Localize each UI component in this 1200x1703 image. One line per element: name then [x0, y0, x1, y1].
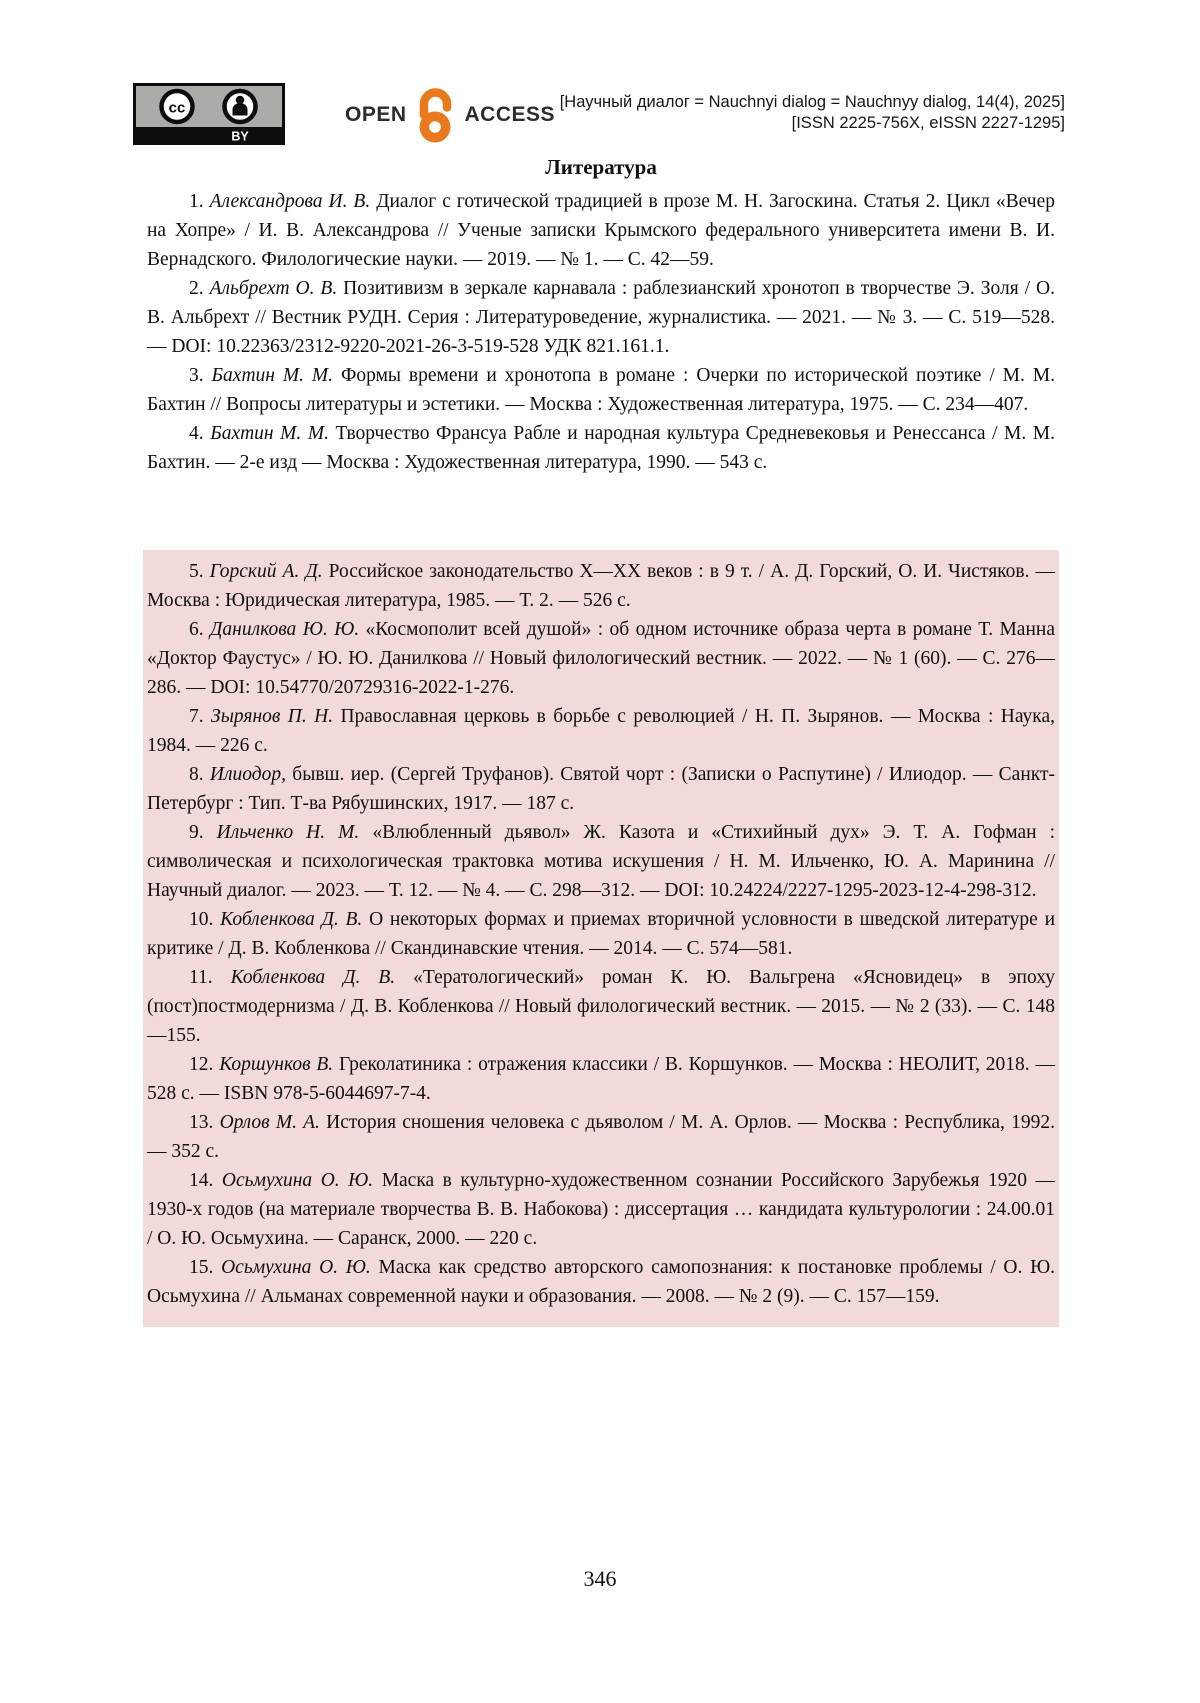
- journal-title-line: [Научный диалог = Nauchnyi dialog = Nauchnyy dialog, 14(4), 2025]: [559, 93, 1065, 111]
- bibliography-entry: [147, 1166, 1055, 1253]
- cc-by-label: BY: [231, 129, 249, 144]
- entry-author: Кобленкова Д. В.: [230, 967, 396, 988]
- journal-issn-line: [ISSN 2225-756X, eISSN 2227-1295]: [791, 114, 1065, 132]
- entry-author: Осьмухина О. Ю.: [221, 1257, 371, 1278]
- cc-icon: [162, 91, 193, 122]
- entry-author: Данилкова Ю. Ю.: [210, 619, 360, 640]
- entry-author: Ильченко Н. М.: [216, 822, 360, 843]
- entry-number: 6.: [189, 619, 204, 640]
- entries-plain: [147, 187, 1055, 477]
- entry-number: 7.: [189, 706, 204, 727]
- open-access-logo: [345, 85, 555, 145]
- bibliography-entry: [147, 557, 1055, 615]
- bibliography-entry: [147, 187, 1055, 274]
- bibliography-entry: [147, 818, 1055, 905]
- bibliography-entry: [147, 361, 1055, 419]
- entry-text: Маска как средство авторского самопознания: к постановке проблемы / О. Ю. Осьмухина // Альманах современной науки и образования. — 2008. — № 2 (9). — С. 157—159.: [147, 1257, 1056, 1307]
- entry-text: Диалог с готической традицией в прозе М. Н. Загоскина. Статья 2. Цикл «Вечер на Хопре» / И. В. Александрова // Ученые записки Крымского федерального университета имени В. И. Вернадского. Филологические науки. — 2019. — № 1. — С. 42—59.: [147, 191, 1056, 270]
- bibliography-entry: [147, 702, 1055, 760]
- entry-number: 2.: [189, 278, 204, 299]
- person-icon: [225, 91, 256, 122]
- bibliography-entry: [147, 963, 1055, 1050]
- entry-number: 3.: [189, 365, 204, 386]
- entries-highlighted: [143, 550, 1059, 1327]
- entry-author: Зырянов П. Н.: [211, 706, 334, 727]
- cc-by-icon: [133, 83, 285, 145]
- entry-number: 4.: [189, 423, 204, 444]
- entry-number: 15.: [189, 1257, 214, 1278]
- entry-author: Осьмухина О. Ю.: [221, 1170, 374, 1191]
- entry-number: 8.: [189, 764, 204, 785]
- bibliography-entry: [147, 905, 1055, 963]
- open-access-open-label: OPEN: [345, 103, 407, 126]
- bibliography-entry: [147, 760, 1055, 818]
- entry-text: Греколатиника : отражения классики / В. Коршунков. — Москва : НЕОЛИТ, 2018. — 528 с. — ISBN 978-5-6044697-7-4.: [147, 1054, 1056, 1104]
- entry-author: Альбрехт О. В.: [209, 278, 338, 299]
- entry-text: «Влюбленный дьявол» Ж. Казота и «Стихийный дух» Э. Т. А. Гофман : символическая и психологическая трактовка мотива искушения / Н. М. Ильченко, Ю. А. Маринина // Научный диалог. — 2023. — Т. 12. — № 4. — С. 298—312. — DOI: 10.24224/2227-1295-2023-12-4-298-312.: [147, 822, 1056, 901]
- entry-text: История сношения человека с дьяволом / М. А. Орлов. — Москва : Республика, 1992. — 352 с.: [147, 1112, 1055, 1162]
- entry-author: Бахтин М. М.: [210, 423, 329, 444]
- entry-number: 10.: [189, 909, 214, 930]
- bibliography-section: [147, 155, 1055, 1327]
- entry-text: «Тератологический» роман К. Ю. Вальгрена «Ясновидец» в эпоху (пост)постмодернизма / Д. В. Кобленкова // Новый филологический вестник. — 2015. — № 2 (33). — С. 148—155.: [147, 967, 1055, 1046]
- bibliography-entry: [147, 419, 1055, 477]
- cc-by-license-badge: [133, 83, 285, 145]
- page-header: [133, 83, 1065, 145]
- bibliography-entry: [147, 1253, 1055, 1311]
- bibliography-entry: [147, 274, 1055, 361]
- entry-author: Горский А. Д.: [209, 561, 323, 582]
- svg-text:cc: cc: [168, 99, 186, 117]
- entry-number: 5.: [189, 561, 204, 582]
- page-number: 346: [583, 1566, 617, 1591]
- section-title: Литература: [545, 155, 657, 179]
- bibliography-entry: [147, 1108, 1055, 1166]
- bibliography-entry: [147, 615, 1055, 702]
- entry-author: Орлов М. А.: [219, 1112, 320, 1133]
- entry-text: Позитивизм в зеркале карнавала : раблезианский хронотоп в творчестве Э. Золя / О. В. Альбрехт // Вестник РУДН. Серия : Литературоведение, журналистика. — 2021. — № 3. — С. 519—528. — DOI: 10.22363/2312-9220-2021-26-3-519-528 УДК 821.161.1.: [147, 278, 1055, 357]
- entry-author: Бахтин М. М.: [211, 365, 334, 386]
- entry-text: Формы времени и хронотопа в романе : Очерки по исторической поэтике / М. М. Бахтин // Вопросы литературы и эстетики. — Москва : Художественная литература, 1975. — С. 234—407.: [147, 365, 1055, 415]
- entry-text: Маска в культурно-художественном сознании Российского Зарубежья 1920 — 1930-х годов (на материале творчества В. В. Набокова) : диссертация … кандидата культурологии : 24.00.01 / О. Ю. Осьмухина. — Саранск, 2000. — 220 с.: [147, 1170, 1055, 1249]
- entry-text: О некоторых формах и приемах вторичной условности в шведской литературе и критике / Д. В. Кобленкова // Скандинавские чтения. — 2014. — С. 574—581.: [147, 909, 1056, 959]
- entry-text: бывш. иер. (Сергей Труфанов). Святой чорт : (Записки о Распутине) / Илиодор. — Санкт-Петербург : Тип. Т-ва Рябушинских, 1917. — 187 с.: [147, 764, 1055, 814]
- entry-number: 12.: [189, 1054, 214, 1075]
- open-lock-icon: [411, 85, 461, 145]
- journal-info: [560, 92, 1065, 134]
- entry-number: 11.: [189, 967, 213, 988]
- entry-text: «Космополит всей душой» : об одном источнике образа черта в романе Т. Манна «Доктор Фаустус» / Ю. Ю. Данилкова // Новый филологический вестник. — 2022. — № 1 (60). — С. 276—286. — DOI: 10.54770/20729316-2022-1-276.: [147, 619, 1055, 698]
- entry-number: 13.: [189, 1112, 214, 1133]
- entry-number: 1.: [189, 191, 204, 212]
- open-access-access-label: ACCESS: [464, 103, 556, 126]
- entry-author: Коршунков В.: [219, 1054, 334, 1075]
- entry-author: Кобленкова Д. В.: [220, 909, 363, 930]
- entry-author: Илиодор,: [209, 764, 286, 785]
- entry-author: Александрова И. В.: [209, 191, 371, 212]
- entry-number: 9.: [189, 822, 204, 843]
- entry-text: Российское законодательство X—XX веков : в 9 т. / А. Д. Горский, О. И. Чистяков. — Москва : Юридическая литература, 1985. — Т. 2. — 526 с.: [147, 561, 1056, 611]
- entry-number: 14.: [189, 1170, 214, 1191]
- entry-text: Творчество Франсуа Рабле и народная культура Средневековья и Ренессанса / М. М. Бахтин. — 2-е изд — Москва : Художественная литература, 1990. — 543 с.: [147, 423, 1056, 473]
- entry-text: Православная церковь в борьбе с революцией / Н. П. Зырянов. — Москва : Наука, 1984. — 226 с.: [147, 706, 1056, 756]
- bibliography-entry: [147, 1050, 1055, 1108]
